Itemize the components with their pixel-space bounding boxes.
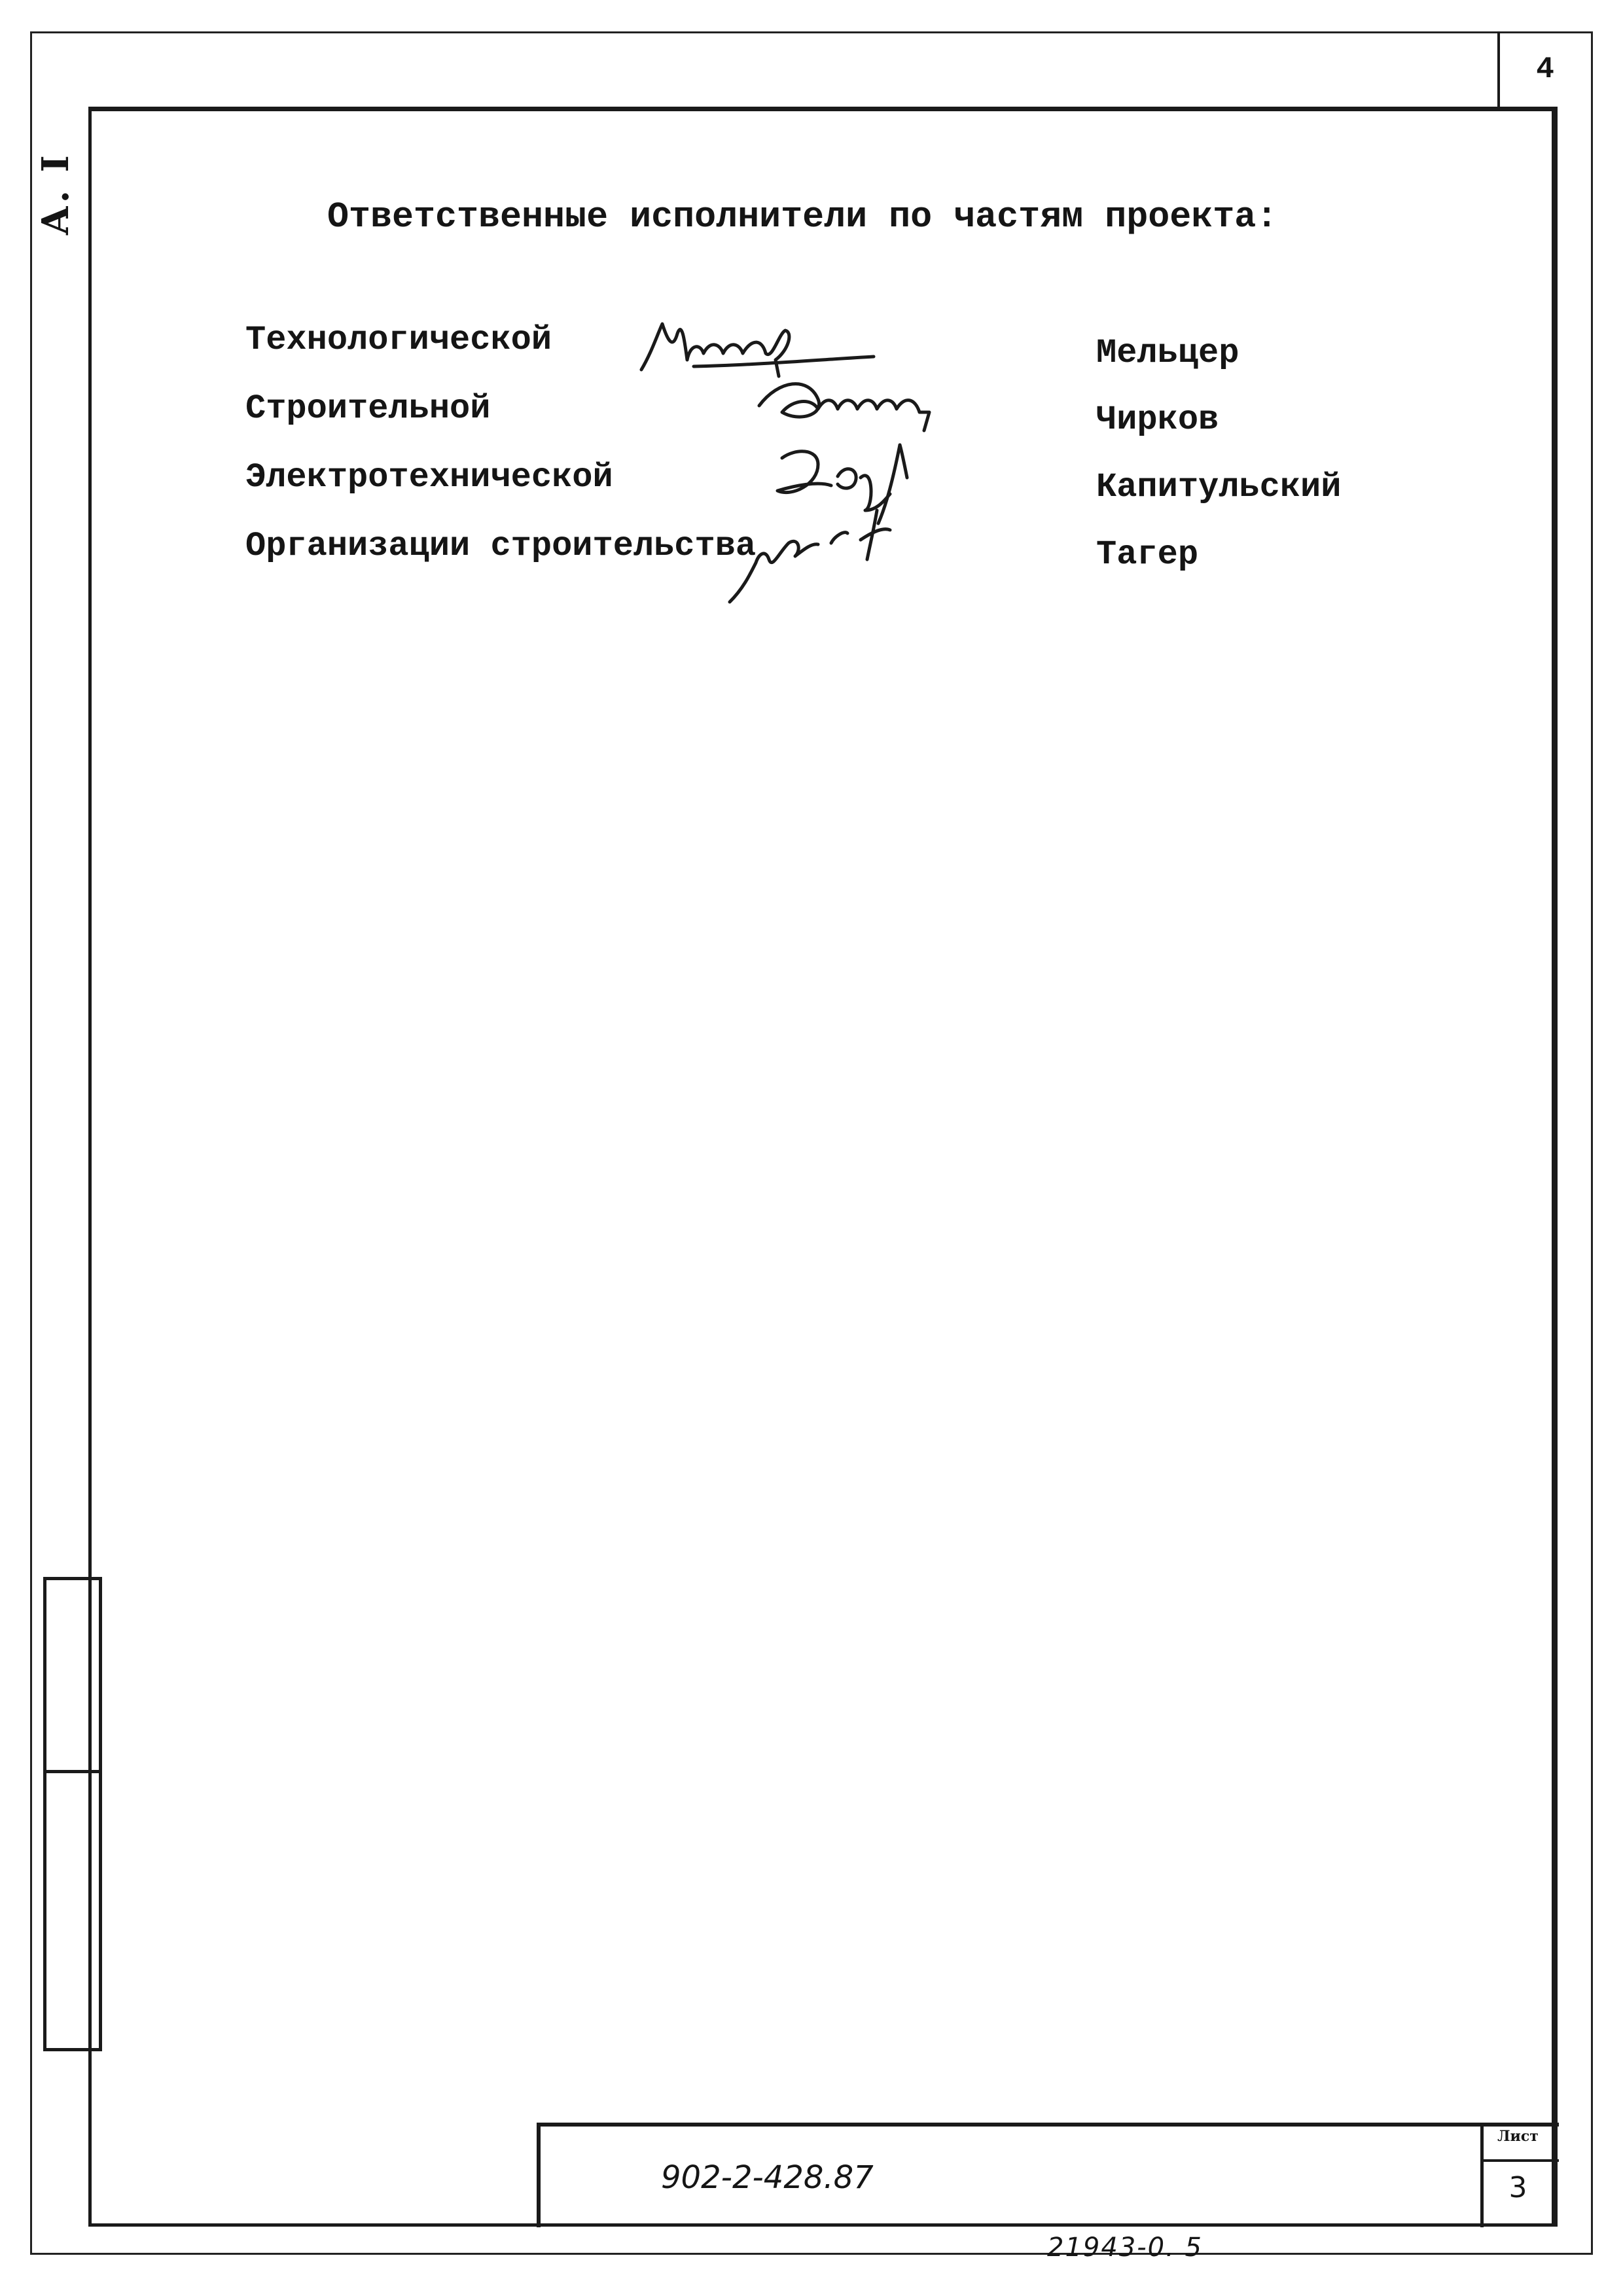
part-label-construction: Строительной	[245, 389, 491, 428]
signature-tager	[730, 510, 890, 602]
title-block-left	[537, 2123, 541, 2227]
title-block-top	[537, 2123, 1559, 2127]
side-mark: А. I	[34, 152, 77, 236]
person-name-chirkov: Чирков	[1096, 400, 1219, 439]
signature-kapitulsky	[777, 445, 907, 523]
archive-code: 21943-0. 5	[1047, 2233, 1204, 2263]
signature-chirkov	[759, 384, 929, 431]
part-label-electrical: Электротехнической	[245, 458, 613, 497]
sheet-divider	[1480, 2159, 1559, 2162]
stamp-divider	[43, 1770, 102, 1773]
stamp-box	[43, 1577, 102, 2051]
person-name-kapitulsky: Капитульский	[1096, 468, 1342, 506]
signatures	[622, 314, 1041, 641]
person-name-tager: Тагер	[1096, 535, 1199, 574]
page-heading: Ответственные исполнители по частям проекта:	[327, 196, 1278, 238]
document-code: 902-2-428.87	[661, 2159, 874, 2196]
signature-meltser	[641, 324, 874, 376]
part-label-technological: Технологической	[245, 321, 552, 359]
stamp-divider	[43, 2048, 102, 2051]
sheet-label: Лист	[1497, 2128, 1539, 2145]
person-name-meltser: Мельцер	[1096, 334, 1240, 372]
sheet-number: 3	[1508, 2171, 1527, 2204]
page-number: 4	[1536, 52, 1554, 86]
part-label-organization: Организации строительства	[245, 527, 757, 565]
